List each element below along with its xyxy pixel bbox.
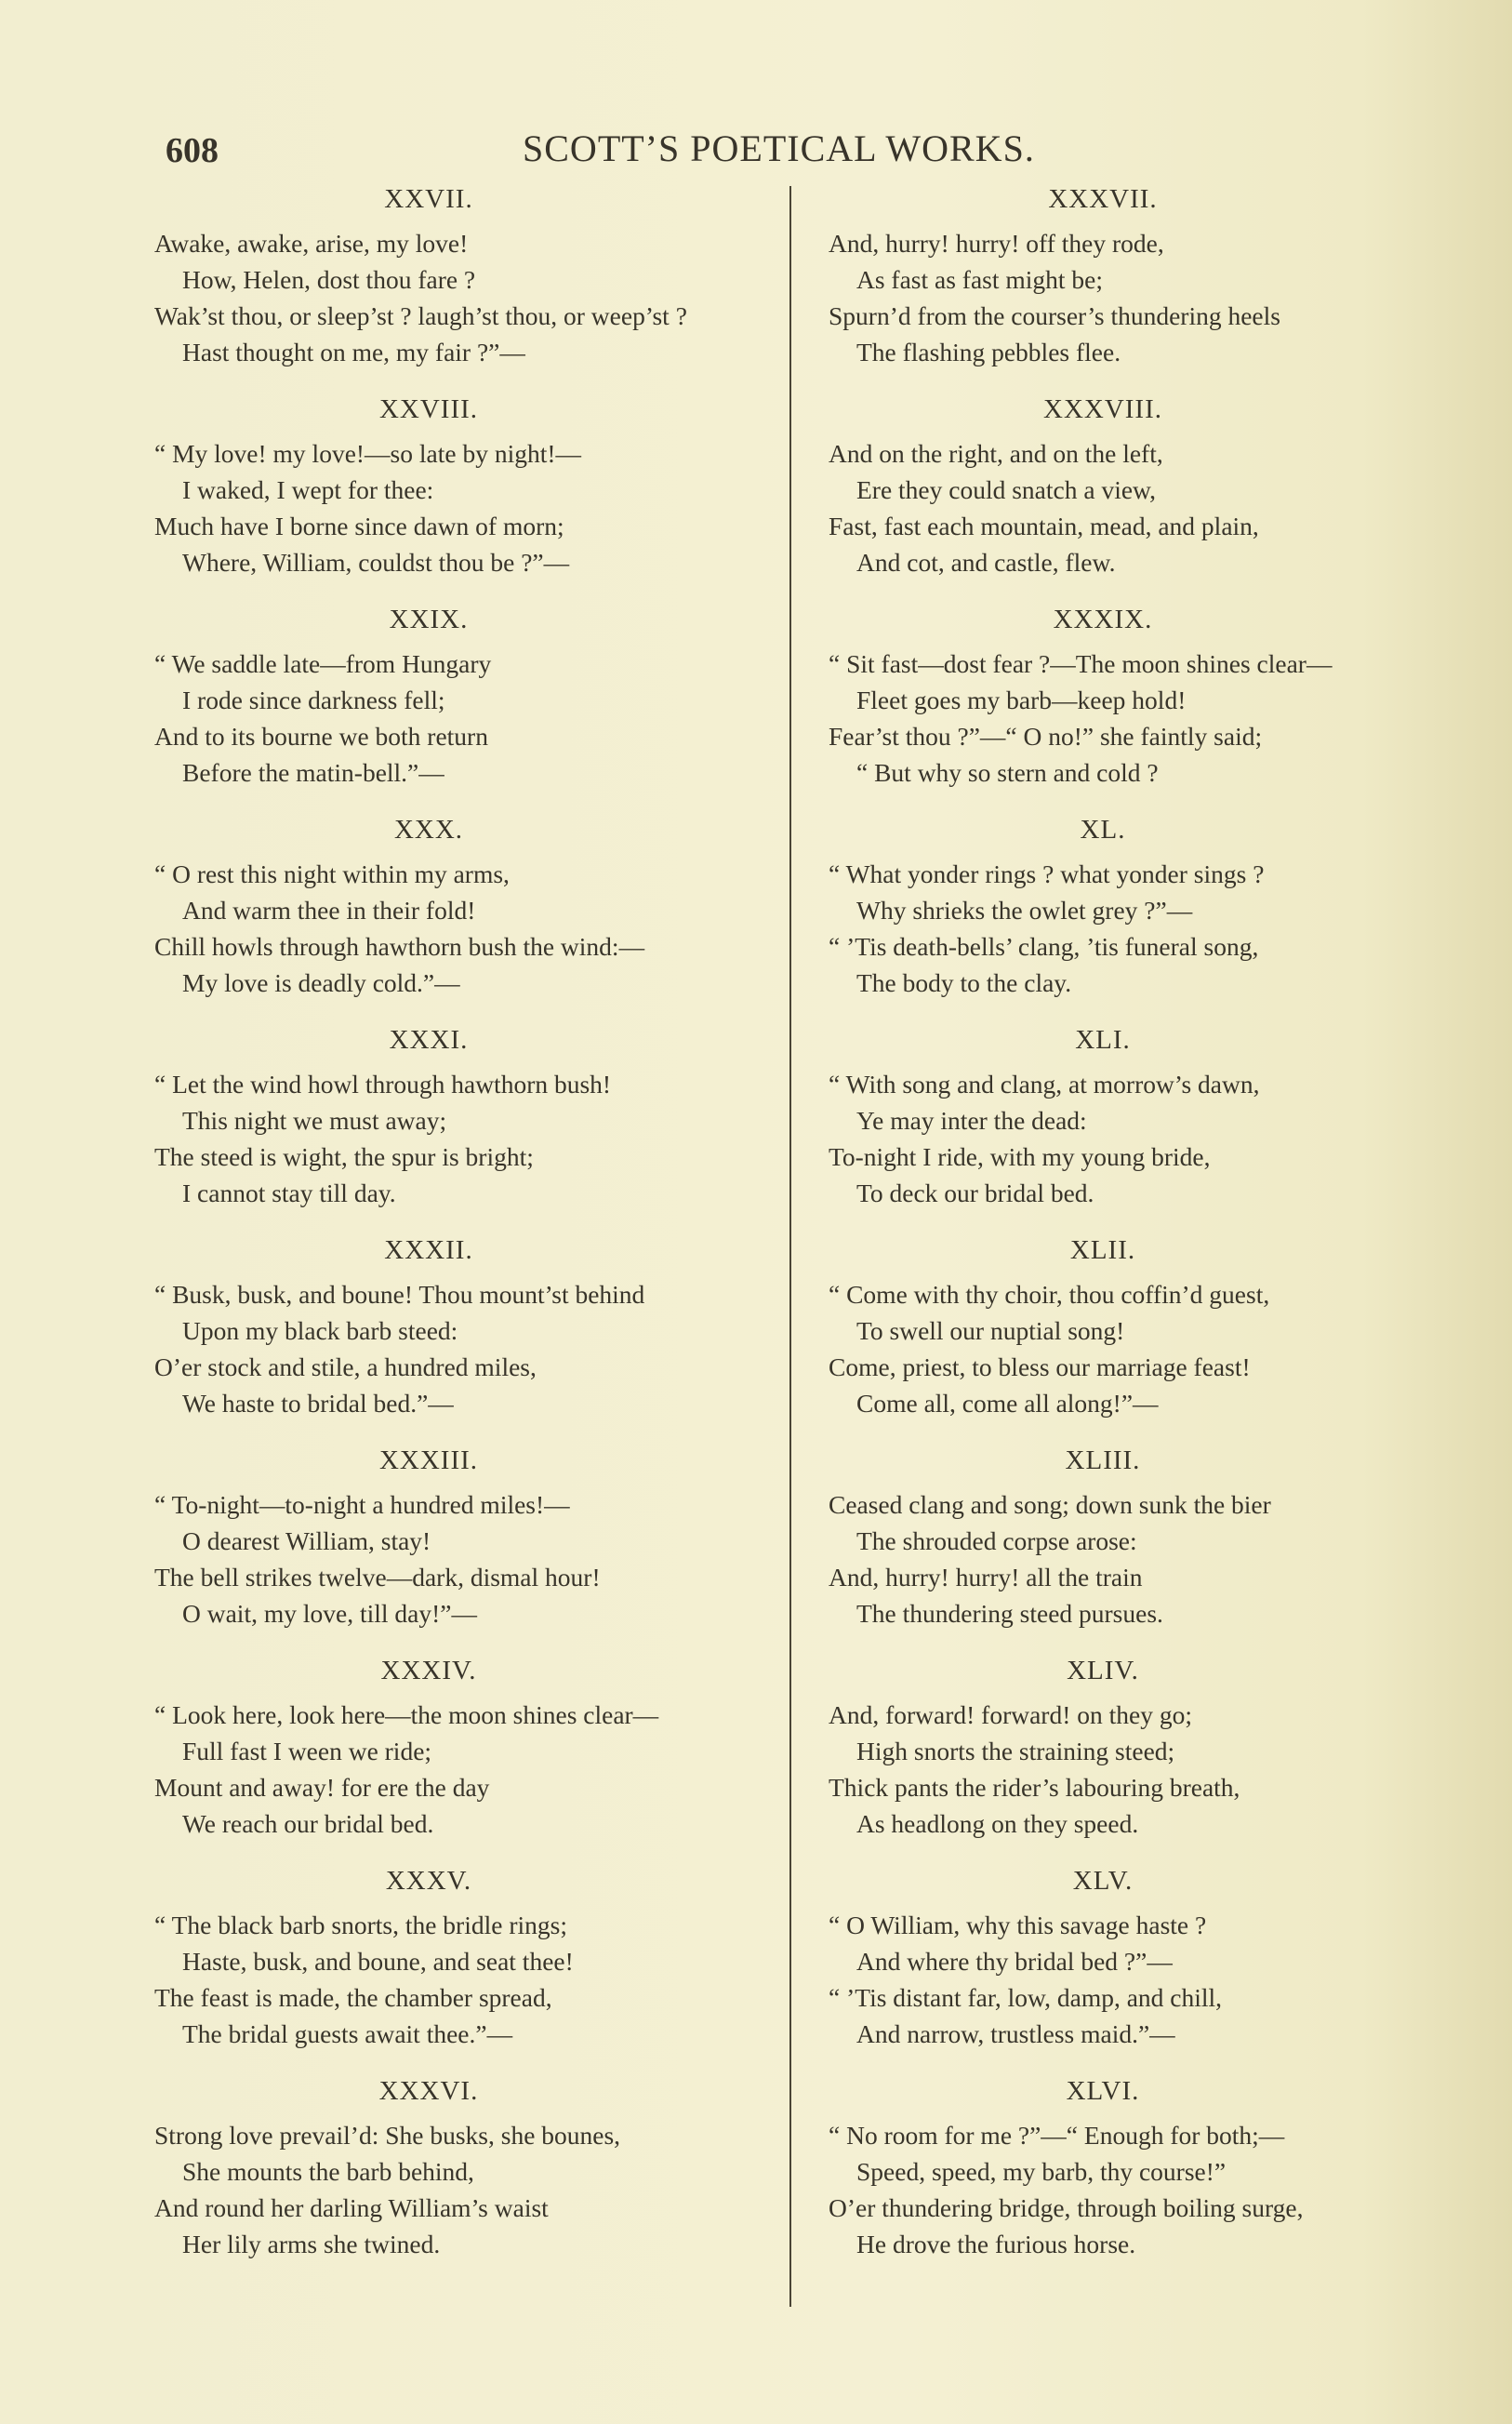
- verse-line: To swell our nuptial song!: [856, 1316, 1125, 1345]
- stanza: [829, 1021, 1479, 1211]
- verse-line: Before the matin-bell.”—: [182, 758, 444, 787]
- verse-line: Full fast I ween we ride;: [182, 1737, 432, 1765]
- verse-line: He drove the furious horse.: [856, 2230, 1136, 2258]
- stanza-numeral: XXX.: [393, 815, 464, 845]
- verse-line: And warm thee in their fold!: [182, 896, 476, 925]
- verse-line: O dearest William, stay!: [182, 1526, 431, 1555]
- verse-line: Speed, speed, my barb, thy course!”: [856, 2157, 1227, 2186]
- verse-line: To deck our bridal bed.: [856, 1179, 1094, 1207]
- verse-line: She mounts the barb behind,: [182, 2157, 474, 2186]
- verse-line: “ Come with thy choir, thou coffin’d guest,: [829, 1280, 1270, 1309]
- stanza-numeral: XXXI.: [389, 1025, 469, 1055]
- stanza-numeral: XXXVIII.: [1043, 394, 1162, 424]
- verse-line: The bell strikes twelve—dark, dismal hour!: [154, 1563, 601, 1592]
- verse-line: “ Let the wind howl through hawthorn bush!: [154, 1070, 612, 1099]
- stanza-numeral: XLII.: [1069, 1235, 1136, 1265]
- verse-line: As headlong on they speed.: [856, 1809, 1139, 1838]
- verse-line: I waked, I wept for thee:: [182, 475, 434, 504]
- stanza: [154, 1652, 787, 1842]
- verse-line: Where, William, couldst thou be ?”—: [182, 548, 570, 577]
- verse-line: “ To-night—to-night a hundred miles!—: [154, 1490, 570, 1519]
- verse-line: Fleet goes my barb—keep hold!: [856, 686, 1187, 714]
- verse-line: Chill howls through hawthorn bush the wind:—: [154, 932, 645, 961]
- verse-line: Wak’st thou, or sleep’st ? laugh’st thou, or weep’st ?: [154, 301, 687, 330]
- verse-line: We reach our bridal bed.: [182, 1809, 434, 1838]
- verse-line: How, Helen, dost thou fare ?: [182, 265, 476, 294]
- verse-line: “ O rest this night within my arms,: [154, 859, 510, 888]
- verse-line: “ ’Tis death-bells’ clang, ’tis funeral song,: [829, 932, 1259, 961]
- verse-line: Fast, fast each mountain, mead, and plain,: [829, 512, 1259, 540]
- running-title: SCOTT’S POETICAL WORKS.: [523, 127, 1035, 169]
- verse-line: As fast as fast might be;: [856, 265, 1104, 294]
- verse-line: “ We saddle late—from Hungary: [154, 649, 492, 678]
- stanza: [829, 1652, 1479, 1842]
- verse-line: Mount and away! for ere the day: [154, 1773, 490, 1802]
- verse-line: To-night I ride, with my young bride,: [829, 1142, 1211, 1171]
- stanza: [829, 391, 1479, 580]
- verse-line: Spurn’d from the courser’s thundering heels: [829, 301, 1280, 330]
- verse-line: Awake, awake, arise, my love!: [154, 229, 469, 258]
- verse-line: The shrouded corpse arose:: [856, 1526, 1137, 1555]
- stanza-numeral: XXXV.: [385, 1866, 472, 1896]
- stanza-numeral: XLIV.: [1067, 1656, 1139, 1685]
- column-divider: [789, 186, 791, 2307]
- verse-line: Fear’st thou ?”—“ O no!” she faintly said;: [829, 722, 1263, 751]
- verse-line: Her lily arms she twined.: [182, 2230, 441, 2258]
- verse-line: “ The black barb snorts, the bridle rings;: [154, 1911, 567, 1939]
- verse-line: Much have I borne since dawn of morn;: [154, 512, 564, 540]
- verse-line: Come all, come all along!”—: [856, 1389, 1159, 1418]
- stanza-numeral: XXIX.: [389, 605, 469, 634]
- verse-line: I cannot stay till day.: [182, 1179, 396, 1207]
- verse-line: This night we must away;: [182, 1106, 447, 1135]
- verse-line: And narrow, trustless maid.”—: [856, 2019, 1175, 2048]
- stanza-numeral: XL.: [1080, 815, 1126, 845]
- verse-line: Haste, busk, and boune, and seat thee!: [182, 1947, 574, 1976]
- stanza: [829, 1442, 1479, 1632]
- verse-line: “ What yonder rings ? what yonder sings ?: [829, 859, 1265, 888]
- verse-line: Why shrieks the owlet grey ?”—: [856, 896, 1193, 925]
- verse-line: “ ’Tis distant far, low, damp, and chill,: [829, 1983, 1223, 2012]
- stanza: [829, 1232, 1479, 1421]
- stanza-numeral: XXVII.: [384, 184, 473, 214]
- verse-line: And on the right, and on the left,: [829, 439, 1163, 468]
- stanza: [154, 180, 787, 370]
- verse-line: Ceased clang and song; down sunk the bier: [829, 1490, 1271, 1519]
- verse-line: “ Sit fast—dost fear ?—The moon shines clear—: [829, 649, 1333, 678]
- verse-line: And, forward! forward! on they go;: [829, 1700, 1192, 1729]
- stanza-numeral: XXXIII.: [378, 1445, 479, 1475]
- verse-line: The steed is wight, the spur is bright;: [154, 1142, 534, 1171]
- stanza-numeral: XLV.: [1072, 1866, 1134, 1896]
- page-number: 608: [166, 131, 219, 170]
- stanza: [154, 1021, 787, 1211]
- verse-line: “ Busk, busk, and boune! Thou mount’st behind: [154, 1280, 645, 1309]
- verse-line: And cot, and castle, flew.: [856, 548, 1116, 577]
- stanza: [154, 391, 787, 580]
- stanza: [829, 1862, 1479, 2052]
- verse-line: Ye may inter the dead:: [856, 1106, 1087, 1135]
- verse-line: And where thy bridal bed ?”—: [856, 1947, 1173, 1976]
- verse-line: Ere they could snatch a view,: [856, 475, 1156, 504]
- stanza: [829, 180, 1479, 370]
- stanza: [154, 811, 787, 1001]
- stanza-numeral: XLIII.: [1065, 1445, 1141, 1475]
- verse-line: The thundering steed pursues.: [856, 1599, 1163, 1628]
- stanza-numeral: XXXIV.: [380, 1656, 477, 1685]
- verse-line: O wait, my love, till day!”—: [182, 1599, 477, 1628]
- stanza-numeral: XXXVI.: [378, 2076, 479, 2106]
- stanza-numeral: XXVIII.: [378, 394, 479, 424]
- verse-line: High snorts the straining steed;: [856, 1737, 1175, 1765]
- verse-line: The feast is made, the chamber spread,: [154, 1983, 552, 2012]
- verse-line: “ No room for me ?”—“ Enough for both;—: [829, 2121, 1285, 2150]
- verse-line: My love is deadly cold.”—: [182, 968, 460, 997]
- stanza: [154, 2072, 787, 2262]
- verse-line: O’er thundering bridge, through boiling surge,: [829, 2193, 1304, 2222]
- verse-line: “ With song and clang, at morrow’s dawn,: [829, 1070, 1260, 1099]
- verse-line: Thick pants the rider’s labouring breath,: [829, 1773, 1240, 1802]
- verse-line: Strong love prevail’d: She busks, she bounes,: [154, 2121, 621, 2150]
- stanza-numeral: XXXII.: [384, 1235, 473, 1265]
- stanza: [829, 811, 1479, 1001]
- verse-line: “ Look here, look here—the moon shines clear—: [154, 1700, 659, 1729]
- stanza: [154, 1232, 787, 1421]
- verse-line: The flashing pebbles flee.: [856, 338, 1121, 366]
- verse-line: Upon my black barb steed:: [182, 1316, 458, 1345]
- stanza: [829, 601, 1479, 791]
- stanza: [829, 2072, 1479, 2262]
- stanza: [154, 1442, 787, 1632]
- verse-line: “ But why so stern and cold ?: [856, 758, 1159, 787]
- verse-line: Hast thought on me, my fair ?”—: [182, 338, 525, 366]
- verse-line: “ O William, why this savage haste ?: [829, 1911, 1207, 1939]
- stanza-numeral: XLVI.: [1066, 2076, 1140, 2106]
- verse-line: The bridal guests await thee.”—: [182, 2019, 513, 2048]
- verse-line: “ My love! my love!—so late by night!—: [154, 439, 582, 468]
- stanza: [154, 601, 787, 791]
- verse-line: And, hurry! hurry! off they rode,: [829, 229, 1164, 258]
- verse-line: The body to the clay.: [856, 968, 1072, 997]
- stanza: [154, 1862, 787, 2052]
- stanza-numeral: XLI.: [1075, 1025, 1131, 1055]
- verse-line: And, hurry! hurry! all the train: [829, 1563, 1143, 1592]
- verse-line: O’er stock and stile, a hundred miles,: [154, 1352, 537, 1381]
- verse-line: I rode since darkness fell;: [182, 686, 445, 714]
- stanza-numeral: XXXVII.: [1048, 184, 1158, 214]
- verse-line: We haste to bridal bed.”—: [182, 1389, 454, 1418]
- stanza-numeral: XXXIX.: [1053, 605, 1153, 634]
- verse-line: And round her darling William’s waist: [154, 2193, 549, 2222]
- verse-line: Come, priest, to bless our marriage feast!: [829, 1352, 1251, 1381]
- verse-line: And to its bourne we both return: [154, 722, 488, 751]
